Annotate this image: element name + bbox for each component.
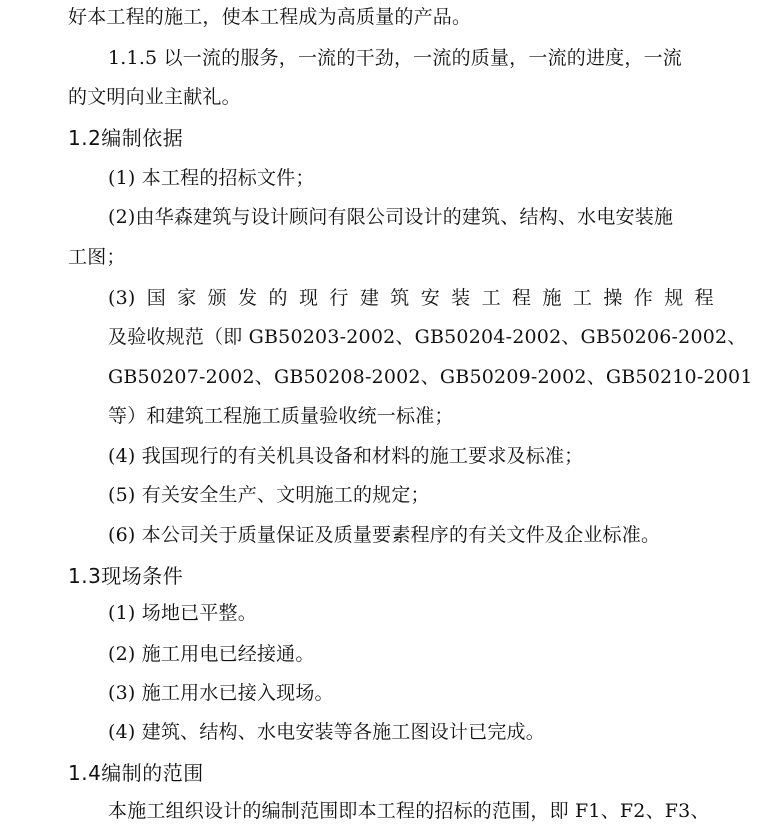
char: 家 (177, 287, 197, 309)
intro-line-1: 好本工程的施工，使本工程成为高质量的产品。 (68, 6, 472, 28)
char: 建 (359, 287, 380, 309)
basis-item-3-line-4: 等）和建筑工程施工质量验收统一标准； (108, 405, 454, 427)
char: (3) (108, 287, 136, 309)
basis-item-5: (5) 有关安全生产、文明施工的规定； (108, 484, 430, 506)
site-condition-2: (2) 施工用电已经接通。 (108, 643, 315, 665)
char: 程 (694, 287, 714, 309)
basis-item-2-line-2: 工图； (68, 246, 126, 268)
char: 装 (451, 287, 471, 309)
char: 工 (481, 287, 501, 309)
char: 作 (633, 287, 653, 309)
char: 的 (268, 287, 288, 309)
char: 筑 (390, 287, 410, 309)
char: 颁 (207, 287, 227, 309)
basis-item-6: (6) 本公司关于质量保证及质量要素程序的有关文件及企业标准。 (108, 524, 661, 546)
basis-item-3-line-2: 及验收规范（即 GB50203-2002、GB50204-2002、GB50206-2002、 (108, 326, 747, 348)
section-heading-1-2: 1.2编制依据 (68, 126, 184, 150)
basis-item-4: (4) 我国现行的有关机具设备和材料的施工要求及标准； (108, 445, 584, 467)
scope-line-1: 本施工组织设计的编制范围即本工程的招标的范围，即 F1、F2、F3、 (108, 800, 710, 822)
site-condition-1: (1) 场地已平整。 (108, 602, 257, 624)
section-heading-1-4: 1.4编制的范围 (68, 761, 204, 785)
char: 安 (420, 287, 440, 309)
char: 操 (603, 287, 623, 309)
basis-item-3-line-3: GB50207-2002、GB50208-2002、GB50209-2002、GB50210-2001 (108, 366, 753, 388)
section-heading-1-3: 1.3现场条件 (68, 564, 184, 588)
item-1-1-5-line-2: 的文明向业主献礼。 (68, 86, 241, 108)
basis-item-1: (1) 本工程的招标文件； (108, 167, 315, 189)
item-1-1-5-line-1: 1.1.5 以一流的服务，一流的干劲，一流的质量，一流的进度，一流 (108, 47, 682, 69)
char: 规 (664, 287, 684, 309)
basis-item-2-line-1: (2)由华森建筑与设计顾问有限公司设计的建筑、结构、水电安装施 (108, 206, 674, 228)
char: 程 (512, 287, 532, 309)
char: 施 (542, 287, 562, 309)
basis-item-3-line-1 (108, 285, 714, 311)
site-condition-3: (3) 施工用水已接入现场。 (108, 682, 334, 704)
char: 工 (572, 287, 593, 309)
char: 国 (146, 287, 166, 309)
char: 发 (238, 287, 258, 309)
char: 现 (298, 287, 319, 309)
char: 行 (329, 287, 349, 309)
site-condition-4: (4) 建筑、结构、水电安装等各施工图设计已完成。 (108, 721, 545, 743)
